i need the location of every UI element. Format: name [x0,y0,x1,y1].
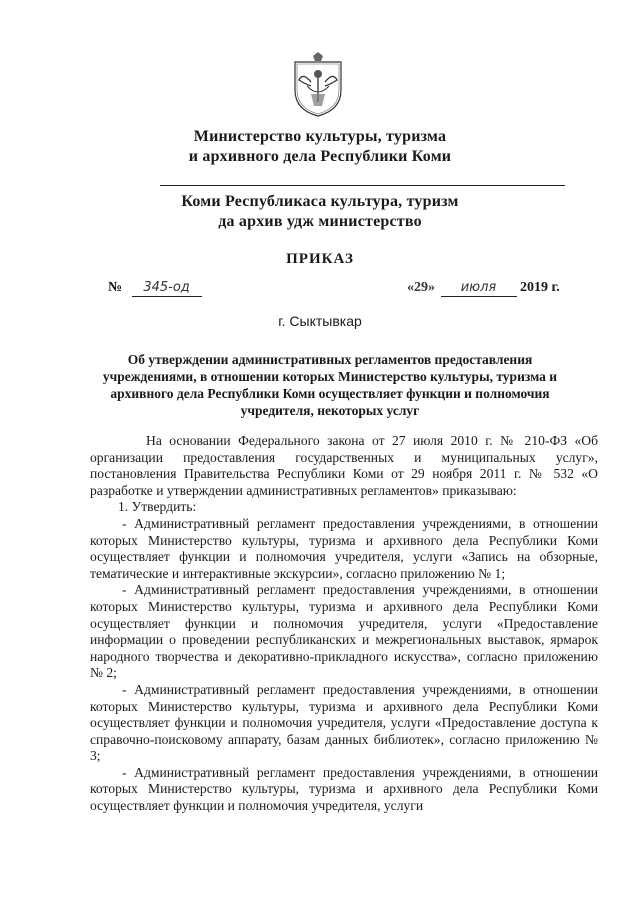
header-divider [160,185,565,186]
komi-coat-of-arms-icon [289,52,347,118]
number-label: № [108,280,123,295]
intro-paragraph: На основании Федерального закона от 27 июля 2010 г. № 210-ФЗ «Об организации предоставления государственных и муниципальных услуг», постановления Правительства Республики Коми от 29 ноября 2011 г. № 532 «О разработке и утверждении административных регламентов» приказываю: [90,433,598,498]
sub-item-1: - Административный регламент предоставления учреждениями, в отношении которых Министерство культуры, туризма и архивного дела Республики Коми осуществляет функции и полномочия учредителя, услуги «Запись на обзорные, тематические и интерактивные экскурсии», согласно приложению № 1; [90,515,598,581]
document-type: ПРИКАЗ [286,251,354,267]
number-value: 345-од [132,280,202,297]
date-month: июля [441,280,517,297]
sub-item-4: - Административный регламент предоставления учреждениями, в отношении которых Министерство культуры, туризма и архивного дела Республики Коми осуществляет функции и полномочия учредителя, услуги [90,764,598,814]
ministry-title-komi-line2: да архив удж министерство [218,213,422,230]
ministry-title-komi [0,192,640,232]
ministry-title-komi-line1: Коми Республикаса культура, туризм [181,193,459,210]
date-day: «29» [407,280,435,295]
sub-item-3: - Административный регламент предоставления учреждениями, в отношении которых Министерство культуры, туризма и архивного дела Республики Коми осуществляет функции и полномочия учредителя, услуги «Предоставление доступа к справочно-поисковому аппарату, базам данных библиотек», согласно приложению № 3; [90,681,598,764]
ministry-title-ru-line2: и архивного дела Республики Коми [188,148,452,165]
order-date [407,280,560,300]
ministry-title-ru-line1: Министерство культуры, туризма [193,128,447,145]
city: г. Сыктывкар [278,313,362,329]
order-subject: Об утверждении административных регламентов предоставления учреждениями, в отношении которых Министерство культуры, туризма и архивного дела Республики Коми осуществляет функции и полномочия учредителя, некоторых услуг [102,352,558,418]
date-year: 2019 г. [520,280,560,295]
order-number [108,280,202,300]
ministry-title-russian [0,127,640,167]
item-1: 1. Утвердить: [118,499,197,515]
order-body [90,433,598,815]
sub-item-2: - Административный регламент предоставления учреждениями, в отношении которых Министерство культуры, туризма и архивного дела Республики Коми осуществляет функции и полномочия учредителя, услуги «Предоставление информации о проведении республиканских и межрегиональных выставок, ярмарок народного творчества и декоративно-прикладного искусства», согласно приложению № 2; [90,582,598,681]
